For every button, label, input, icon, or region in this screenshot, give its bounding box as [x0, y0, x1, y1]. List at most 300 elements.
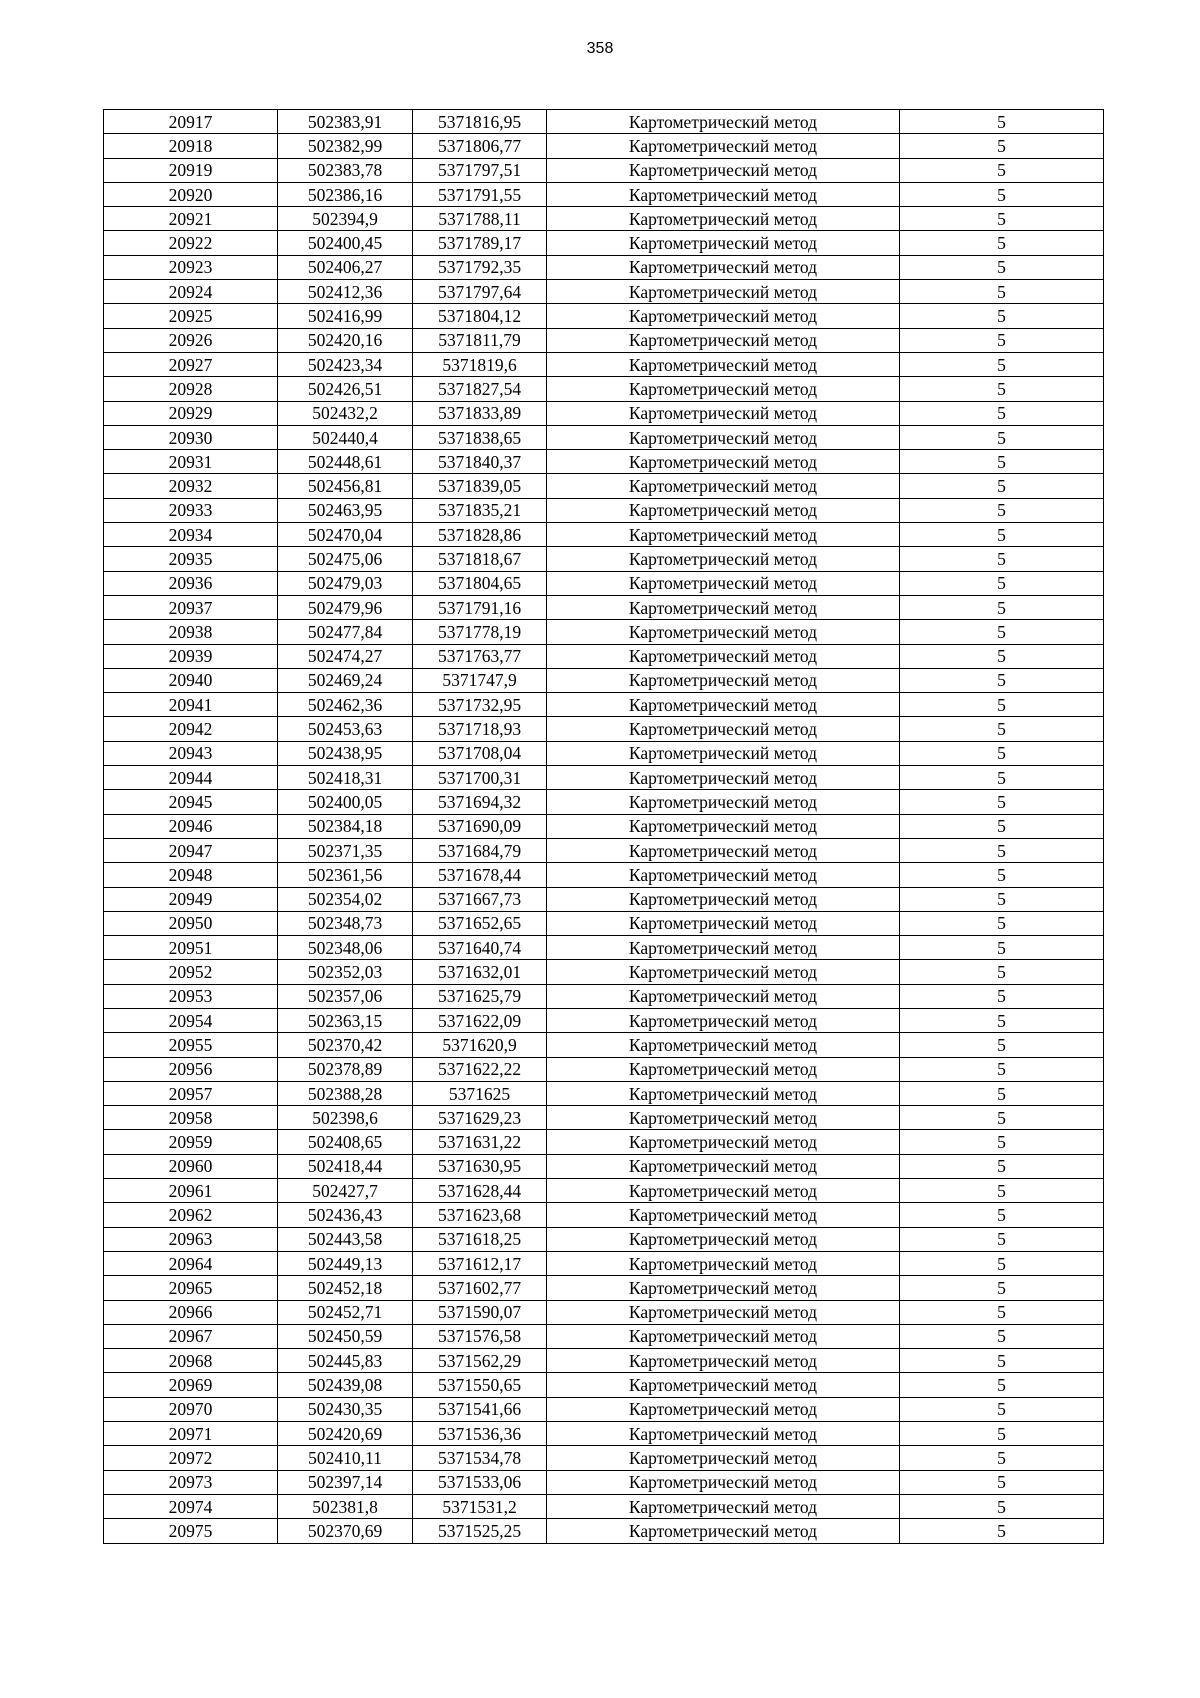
coordinates-table-body: [104, 110, 1104, 1544]
method-cell: Картометрический метод: [547, 377, 900, 401]
y-coordinate-cell: 5371791,16: [413, 595, 547, 619]
method-cell: Картометрический метод: [547, 668, 900, 692]
accuracy-cell: 5: [900, 814, 1104, 838]
table-row: [104, 741, 1104, 765]
x-coordinate-cell: 502378,89: [278, 1057, 413, 1081]
table-row: [104, 1033, 1104, 1057]
method-cell: Картометрический метод: [547, 207, 900, 231]
x-coordinate-cell: 502450,59: [278, 1324, 413, 1348]
point-number-cell: 20943: [104, 741, 278, 765]
point-number-cell: 20966: [104, 1300, 278, 1324]
x-coordinate-cell: 502470,04: [278, 523, 413, 547]
y-coordinate-cell: 5371838,65: [413, 425, 547, 449]
method-cell: Картометрический метод: [547, 280, 900, 304]
point-number-cell: 20944: [104, 766, 278, 790]
point-number-cell: 20949: [104, 887, 278, 911]
point-number-cell: 20964: [104, 1251, 278, 1275]
point-number-cell: 20928: [104, 377, 278, 401]
accuracy-cell: 5: [900, 280, 1104, 304]
point-number-cell: 20971: [104, 1422, 278, 1446]
y-coordinate-cell: 5371628,44: [413, 1179, 547, 1203]
point-number-cell: 20919: [104, 158, 278, 182]
x-coordinate-cell: 502386,16: [278, 182, 413, 206]
accuracy-cell: 5: [900, 1276, 1104, 1300]
x-coordinate-cell: 502474,27: [278, 644, 413, 668]
table-row: [104, 1081, 1104, 1105]
table-row: [104, 936, 1104, 960]
y-coordinate-cell: 5371678,44: [413, 863, 547, 887]
table-row: [104, 134, 1104, 158]
table-row: [104, 1276, 1104, 1300]
accuracy-cell: 5: [900, 936, 1104, 960]
method-cell: Картометрический метод: [547, 595, 900, 619]
method-cell: Картометрический метод: [547, 474, 900, 498]
accuracy-cell: 5: [900, 158, 1104, 182]
y-coordinate-cell: 5371690,09: [413, 814, 547, 838]
y-coordinate-cell: 5371792,35: [413, 255, 547, 279]
point-number-cell: 20956: [104, 1057, 278, 1081]
y-coordinate-cell: 5371602,77: [413, 1276, 547, 1300]
x-coordinate-cell: 502448,61: [278, 450, 413, 474]
point-number-cell: 20945: [104, 790, 278, 814]
accuracy-cell: 5: [900, 1349, 1104, 1373]
x-coordinate-cell: 502354,02: [278, 887, 413, 911]
method-cell: Картометрический метод: [547, 571, 900, 595]
y-coordinate-cell: 5371640,74: [413, 936, 547, 960]
x-coordinate-cell: 502388,28: [278, 1081, 413, 1105]
method-cell: Картометрический метод: [547, 523, 900, 547]
x-coordinate-cell: 502423,34: [278, 352, 413, 376]
accuracy-cell: 5: [900, 693, 1104, 717]
table-row: [104, 911, 1104, 935]
y-coordinate-cell: 5371833,89: [413, 401, 547, 425]
x-coordinate-cell: 502443,58: [278, 1227, 413, 1251]
accuracy-cell: 5: [900, 352, 1104, 376]
x-coordinate-cell: 502400,05: [278, 790, 413, 814]
table-row: [104, 1179, 1104, 1203]
accuracy-cell: 5: [900, 231, 1104, 255]
y-coordinate-cell: 5371534,78: [413, 1446, 547, 1470]
x-coordinate-cell: 502479,03: [278, 571, 413, 595]
point-number-cell: 20934: [104, 523, 278, 547]
accuracy-cell: 5: [900, 401, 1104, 425]
x-coordinate-cell: 502462,36: [278, 693, 413, 717]
point-number-cell: 20961: [104, 1179, 278, 1203]
table-row: [104, 1106, 1104, 1130]
table-row: [104, 790, 1104, 814]
accuracy-cell: 5: [900, 1057, 1104, 1081]
method-cell: Картометрический метод: [547, 425, 900, 449]
y-coordinate-cell: 5371550,65: [413, 1373, 547, 1397]
method-cell: Картометрический метод: [547, 158, 900, 182]
table-row: [104, 766, 1104, 790]
method-cell: Картометрический метод: [547, 1349, 900, 1373]
method-cell: Картометрический метод: [547, 960, 900, 984]
x-coordinate-cell: 502348,06: [278, 936, 413, 960]
table-row: [104, 595, 1104, 619]
y-coordinate-cell: 5371576,58: [413, 1324, 547, 1348]
point-number-cell: 20952: [104, 960, 278, 984]
method-cell: Картометрический метод: [547, 1519, 900, 1543]
method-cell: Картометрический метод: [547, 766, 900, 790]
x-coordinate-cell: 502438,95: [278, 741, 413, 765]
table-row: [104, 1154, 1104, 1178]
table-row: [104, 1251, 1104, 1275]
point-number-cell: 20941: [104, 693, 278, 717]
table-row: [104, 377, 1104, 401]
x-coordinate-cell: 502400,45: [278, 231, 413, 255]
table-row: [104, 1373, 1104, 1397]
table-row: [104, 328, 1104, 352]
accuracy-cell: 5: [900, 110, 1104, 134]
accuracy-cell: 5: [900, 1203, 1104, 1227]
point-number-cell: 20921: [104, 207, 278, 231]
y-coordinate-cell: 5371525,25: [413, 1519, 547, 1543]
x-coordinate-cell: 502363,15: [278, 1008, 413, 1032]
accuracy-cell: 5: [900, 911, 1104, 935]
x-coordinate-cell: 502361,56: [278, 863, 413, 887]
y-coordinate-cell: 5371797,64: [413, 280, 547, 304]
method-cell: Картометрический метод: [547, 1397, 900, 1421]
method-cell: Картометрический метод: [547, 717, 900, 741]
x-coordinate-cell: 502357,06: [278, 984, 413, 1008]
method-cell: Картометрический метод: [547, 863, 900, 887]
method-cell: Картометрический метод: [547, 352, 900, 376]
table-row: [104, 255, 1104, 279]
point-number-cell: 20974: [104, 1494, 278, 1518]
y-coordinate-cell: 5371667,73: [413, 887, 547, 911]
table-row: [104, 838, 1104, 862]
x-coordinate-cell: 502452,71: [278, 1300, 413, 1324]
x-coordinate-cell: 502463,95: [278, 498, 413, 522]
method-cell: Картометрический метод: [547, 1446, 900, 1470]
method-cell: Картометрический метод: [547, 814, 900, 838]
method-cell: Картометрический метод: [547, 644, 900, 668]
table-row: [104, 1300, 1104, 1324]
point-number-cell: 20917: [104, 110, 278, 134]
method-cell: Картометрический метод: [547, 1179, 900, 1203]
x-coordinate-cell: 502436,43: [278, 1203, 413, 1227]
y-coordinate-cell: 5371827,54: [413, 377, 547, 401]
method-cell: Картометрический метод: [547, 911, 900, 935]
accuracy-cell: 5: [900, 1422, 1104, 1446]
x-coordinate-cell: 502406,27: [278, 255, 413, 279]
table-row: [104, 717, 1104, 741]
point-number-cell: 20950: [104, 911, 278, 935]
accuracy-cell: 5: [900, 1324, 1104, 1348]
method-cell: Картометрический метод: [547, 182, 900, 206]
x-coordinate-cell: 502398,6: [278, 1106, 413, 1130]
point-number-cell: 20972: [104, 1446, 278, 1470]
point-number-cell: 20970: [104, 1397, 278, 1421]
table-row: [104, 1397, 1104, 1421]
x-coordinate-cell: 502384,18: [278, 814, 413, 838]
method-cell: Картометрический метод: [547, 1057, 900, 1081]
accuracy-cell: 5: [900, 523, 1104, 547]
accuracy-cell: 5: [900, 182, 1104, 206]
method-cell: Картометрический метод: [547, 328, 900, 352]
x-coordinate-cell: 502440,4: [278, 425, 413, 449]
point-number-cell: 20957: [104, 1081, 278, 1105]
method-cell: Картометрический метод: [547, 1033, 900, 1057]
x-coordinate-cell: 502416,99: [278, 304, 413, 328]
method-cell: Картометрический метод: [547, 1154, 900, 1178]
x-coordinate-cell: 502394,9: [278, 207, 413, 231]
accuracy-cell: 5: [900, 547, 1104, 571]
point-number-cell: 20927: [104, 352, 278, 376]
y-coordinate-cell: 5371700,31: [413, 766, 547, 790]
x-coordinate-cell: 502426,51: [278, 377, 413, 401]
table-row: [104, 668, 1104, 692]
method-cell: Картометрический метод: [547, 1324, 900, 1348]
y-coordinate-cell: 5371839,05: [413, 474, 547, 498]
table-row: [104, 984, 1104, 1008]
point-number-cell: 20923: [104, 255, 278, 279]
accuracy-cell: 5: [900, 595, 1104, 619]
accuracy-cell: 5: [900, 425, 1104, 449]
table-row: [104, 1008, 1104, 1032]
point-number-cell: 20975: [104, 1519, 278, 1543]
method-cell: Картометрический метод: [547, 110, 900, 134]
accuracy-cell: 5: [900, 620, 1104, 644]
method-cell: Картометрический метод: [547, 936, 900, 960]
table-row: [104, 1470, 1104, 1494]
x-coordinate-cell: 502348,73: [278, 911, 413, 935]
accuracy-cell: 5: [900, 790, 1104, 814]
table-row: [104, 1057, 1104, 1081]
table-row: [104, 547, 1104, 571]
x-coordinate-cell: 502475,06: [278, 547, 413, 571]
x-coordinate-cell: 502418,44: [278, 1154, 413, 1178]
y-coordinate-cell: 5371622,22: [413, 1057, 547, 1081]
method-cell: Картометрический метод: [547, 231, 900, 255]
method-cell: Картометрический метод: [547, 1300, 900, 1324]
accuracy-cell: 5: [900, 1373, 1104, 1397]
y-coordinate-cell: 5371818,67: [413, 547, 547, 571]
table-row: [104, 960, 1104, 984]
table-row: [104, 1446, 1104, 1470]
point-number-cell: 20931: [104, 450, 278, 474]
accuracy-cell: 5: [900, 766, 1104, 790]
method-cell: Картометрический метод: [547, 741, 900, 765]
x-coordinate-cell: 502439,08: [278, 1373, 413, 1397]
y-coordinate-cell: 5371804,65: [413, 571, 547, 595]
accuracy-cell: 5: [900, 450, 1104, 474]
accuracy-cell: 5: [900, 134, 1104, 158]
point-number-cell: 20933: [104, 498, 278, 522]
table-row: [104, 352, 1104, 376]
y-coordinate-cell: 5371811,79: [413, 328, 547, 352]
accuracy-cell: 5: [900, 1519, 1104, 1543]
table-row: [104, 110, 1104, 134]
point-number-cell: 20920: [104, 182, 278, 206]
x-coordinate-cell: 502445,83: [278, 1349, 413, 1373]
y-coordinate-cell: 5371694,32: [413, 790, 547, 814]
table-row: [104, 158, 1104, 182]
point-number-cell: 20962: [104, 1203, 278, 1227]
table-row: [104, 304, 1104, 328]
y-coordinate-cell: 5371618,25: [413, 1227, 547, 1251]
table-row: [104, 425, 1104, 449]
table-row: [104, 474, 1104, 498]
x-coordinate-cell: 502432,2: [278, 401, 413, 425]
method-cell: Картометрический метод: [547, 1081, 900, 1105]
accuracy-cell: 5: [900, 1446, 1104, 1470]
point-number-cell: 20948: [104, 863, 278, 887]
accuracy-cell: 5: [900, 644, 1104, 668]
x-coordinate-cell: 502430,35: [278, 1397, 413, 1421]
point-number-cell: 20924: [104, 280, 278, 304]
table-row: [104, 644, 1104, 668]
method-cell: Картометрический метод: [547, 1130, 900, 1154]
accuracy-cell: 5: [900, 1251, 1104, 1275]
point-number-cell: 20951: [104, 936, 278, 960]
y-coordinate-cell: 5371562,29: [413, 1349, 547, 1373]
accuracy-cell: 5: [900, 1494, 1104, 1518]
method-cell: Картометрический метод: [547, 304, 900, 328]
point-number-cell: 20954: [104, 1008, 278, 1032]
x-coordinate-cell: 502352,03: [278, 960, 413, 984]
table-row: [104, 693, 1104, 717]
table-row: [104, 498, 1104, 522]
accuracy-cell: 5: [900, 1008, 1104, 1032]
y-coordinate-cell: 5371778,19: [413, 620, 547, 644]
y-coordinate-cell: 5371684,79: [413, 838, 547, 862]
x-coordinate-cell: 502420,16: [278, 328, 413, 352]
y-coordinate-cell: 5371632,01: [413, 960, 547, 984]
table-row: [104, 1130, 1104, 1154]
point-number-cell: 20967: [104, 1324, 278, 1348]
x-coordinate-cell: 502449,13: [278, 1251, 413, 1275]
y-coordinate-cell: 5371531,2: [413, 1494, 547, 1518]
point-number-cell: 20968: [104, 1349, 278, 1373]
y-coordinate-cell: 5371835,21: [413, 498, 547, 522]
table-row: [104, 887, 1104, 911]
y-coordinate-cell: 5371788,11: [413, 207, 547, 231]
method-cell: Картометрический метод: [547, 450, 900, 474]
coordinates-table: [103, 109, 1104, 1544]
accuracy-cell: 5: [900, 960, 1104, 984]
x-coordinate-cell: 502383,78: [278, 158, 413, 182]
point-number-cell: 20953: [104, 984, 278, 1008]
x-coordinate-cell: 502412,36: [278, 280, 413, 304]
point-number-cell: 20929: [104, 401, 278, 425]
x-coordinate-cell: 502381,8: [278, 1494, 413, 1518]
accuracy-cell: 5: [900, 1397, 1104, 1421]
accuracy-cell: 5: [900, 498, 1104, 522]
method-cell: Картометрический метод: [547, 1276, 900, 1300]
table-row: [104, 863, 1104, 887]
y-coordinate-cell: 5371763,77: [413, 644, 547, 668]
method-cell: Картометрический метод: [547, 1494, 900, 1518]
table-row: [104, 401, 1104, 425]
point-number-cell: 20958: [104, 1106, 278, 1130]
accuracy-cell: 5: [900, 838, 1104, 862]
point-number-cell: 20932: [104, 474, 278, 498]
x-coordinate-cell: 502469,24: [278, 668, 413, 692]
accuracy-cell: 5: [900, 668, 1104, 692]
table-row: [104, 1349, 1104, 1373]
x-coordinate-cell: 502371,35: [278, 838, 413, 862]
accuracy-cell: 5: [900, 1033, 1104, 1057]
y-coordinate-cell: 5371732,95: [413, 693, 547, 717]
x-coordinate-cell: 502456,81: [278, 474, 413, 498]
x-coordinate-cell: 502479,96: [278, 595, 413, 619]
y-coordinate-cell: 5371816,95: [413, 110, 547, 134]
point-number-cell: 20922: [104, 231, 278, 255]
x-coordinate-cell: 502427,7: [278, 1179, 413, 1203]
method-cell: Картометрический метод: [547, 887, 900, 911]
y-coordinate-cell: 5371708,04: [413, 741, 547, 765]
y-coordinate-cell: 5371828,86: [413, 523, 547, 547]
y-coordinate-cell: 5371789,17: [413, 231, 547, 255]
y-coordinate-cell: 5371622,09: [413, 1008, 547, 1032]
x-coordinate-cell: 502453,63: [278, 717, 413, 741]
point-number-cell: 20936: [104, 571, 278, 595]
table-row: [104, 182, 1104, 206]
y-coordinate-cell: 5371631,22: [413, 1130, 547, 1154]
point-number-cell: 20938: [104, 620, 278, 644]
table-row: [104, 1422, 1104, 1446]
table-row: [104, 1494, 1104, 1518]
table-row: [104, 231, 1104, 255]
y-coordinate-cell: 5371620,9: [413, 1033, 547, 1057]
y-coordinate-cell: 5371791,55: [413, 182, 547, 206]
accuracy-cell: 5: [900, 717, 1104, 741]
y-coordinate-cell: 5371590,07: [413, 1300, 547, 1324]
table-row: [104, 571, 1104, 595]
accuracy-cell: 5: [900, 741, 1104, 765]
point-number-cell: 20940: [104, 668, 278, 692]
method-cell: Картометрический метод: [547, 134, 900, 158]
x-coordinate-cell: 502418,31: [278, 766, 413, 790]
accuracy-cell: 5: [900, 863, 1104, 887]
method-cell: Картометрический метод: [547, 547, 900, 571]
method-cell: Картометрический метод: [547, 693, 900, 717]
method-cell: Картометрический метод: [547, 790, 900, 814]
point-number-cell: 20935: [104, 547, 278, 571]
accuracy-cell: 5: [900, 1300, 1104, 1324]
method-cell: Картометрический метод: [547, 838, 900, 862]
point-number-cell: 20963: [104, 1227, 278, 1251]
y-coordinate-cell: 5371840,37: [413, 450, 547, 474]
x-coordinate-cell: 502382,99: [278, 134, 413, 158]
accuracy-cell: 5: [900, 377, 1104, 401]
x-coordinate-cell: 502383,91: [278, 110, 413, 134]
method-cell: Картометрический метод: [547, 1227, 900, 1251]
table-row: [104, 280, 1104, 304]
method-cell: Картометрический метод: [547, 620, 900, 644]
y-coordinate-cell: 5371804,12: [413, 304, 547, 328]
method-cell: Картометрический метод: [547, 984, 900, 1008]
y-coordinate-cell: 5371541,66: [413, 1397, 547, 1421]
accuracy-cell: 5: [900, 984, 1104, 1008]
point-number-cell: 20959: [104, 1130, 278, 1154]
y-coordinate-cell: 5371623,68: [413, 1203, 547, 1227]
y-coordinate-cell: 5371625,79: [413, 984, 547, 1008]
point-number-cell: 20947: [104, 838, 278, 862]
accuracy-cell: 5: [900, 304, 1104, 328]
y-coordinate-cell: 5371533,06: [413, 1470, 547, 1494]
accuracy-cell: 5: [900, 255, 1104, 279]
table-row: [104, 450, 1104, 474]
point-number-cell: 20930: [104, 425, 278, 449]
accuracy-cell: 5: [900, 1106, 1104, 1130]
accuracy-cell: 5: [900, 474, 1104, 498]
accuracy-cell: 5: [900, 1470, 1104, 1494]
method-cell: Картометрический метод: [547, 401, 900, 425]
method-cell: Картометрический метод: [547, 1106, 900, 1130]
